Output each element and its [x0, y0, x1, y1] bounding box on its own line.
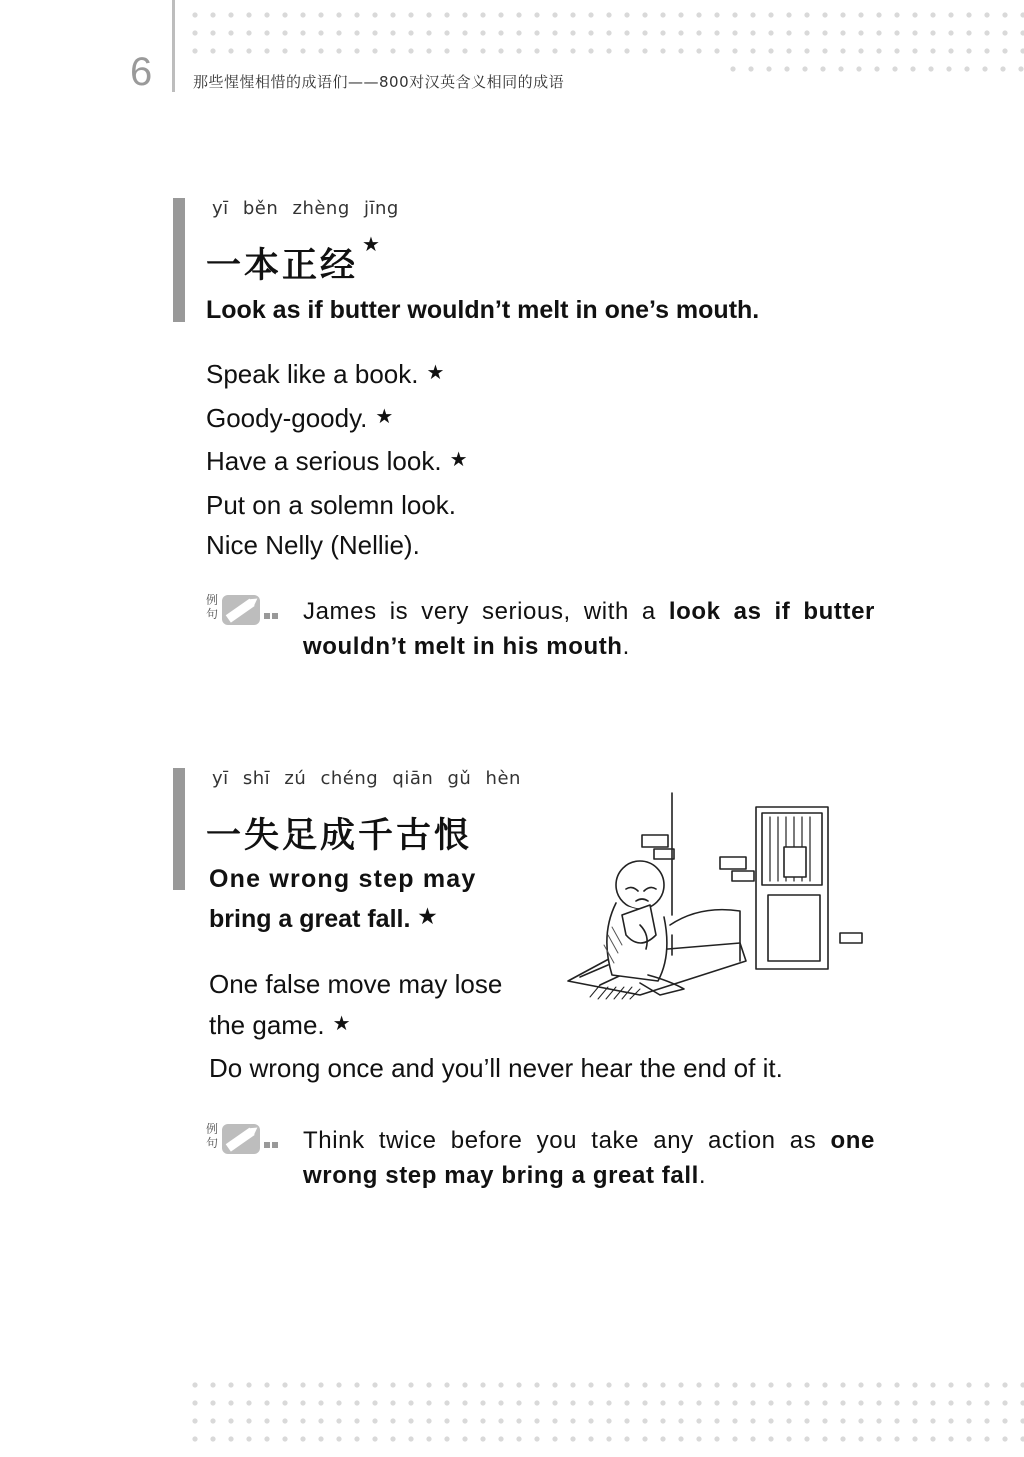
example-label: 例句: [206, 1122, 219, 1150]
entry-pinyin: yī shī zú chéng qiān gǔ hèn: [212, 768, 521, 789]
example-sentence-icon: [206, 593, 286, 627]
running-head: 那些惺惺相惜的成语们——800对汉英含义相同的成语: [193, 73, 565, 91]
alternative-item: Put on a solemn look.: [206, 489, 457, 520]
entry-translation: One wrong step may bring a great fall. ★: [209, 865, 477, 933]
idiom-text: 一本正经: [206, 246, 359, 286]
page-number: 6: [130, 50, 153, 94]
pencil-icon: [206, 1122, 286, 1156]
example-highlight: look as if butter wouldn’t melt in his mouth: [303, 598, 876, 660]
star-icon: ★: [375, 405, 394, 428]
alternative-item: Speak like a book. ★: [206, 359, 445, 389]
example-highlight: one wrong step may bring a great fall: [303, 1127, 875, 1189]
star-icon: ★: [332, 1012, 351, 1035]
alternative-item: Nice Nelly (Nellie).: [206, 530, 420, 560]
top-dot-pattern: [186, 6, 1024, 60]
alternative-item: the game. ★: [209, 1009, 351, 1040]
alternative-translations: [206, 354, 468, 566]
pencil-icon: [206, 593, 286, 627]
star-icon: ★: [362, 232, 383, 256]
star-icon: ★: [449, 449, 468, 471]
example-sentence-icon: [206, 1122, 286, 1156]
example-sentence: James is very serious, with a look as if butter wouldn’t melt in his mouth.: [303, 598, 876, 660]
entry-idiom: 一失足成千古恨: [206, 816, 473, 856]
example-label: 例句: [206, 593, 219, 621]
alternative-item: One false move may lose: [209, 969, 503, 999]
entry-side-bar: [173, 768, 185, 890]
header-rule: [172, 0, 175, 92]
top-right-dot-pattern: [724, 60, 1024, 82]
entry-translation: Look as if butter wouldn’t melt in one’s mouth.: [206, 296, 760, 324]
example-sentence: Think twice before you take any action as one wrong step may bring a great fall.: [303, 1127, 875, 1189]
alternative-item: Goody-goody. ★: [206, 402, 394, 433]
entry-side-bar: [173, 198, 185, 322]
bottom-dot-pattern: [186, 1376, 1024, 1452]
star-icon: ★: [426, 362, 445, 384]
alternative-item: Have a serious look. ★: [206, 446, 468, 476]
regret-boy-illustration: [560, 785, 870, 1015]
star-icon: ★: [418, 906, 437, 928]
alternative-item: Do wrong once and you’ll never hear the end of it.: [209, 1053, 783, 1083]
entry-pinyin: yī běn zhèng jīng: [212, 198, 399, 219]
entry-idiom: [206, 232, 383, 288]
